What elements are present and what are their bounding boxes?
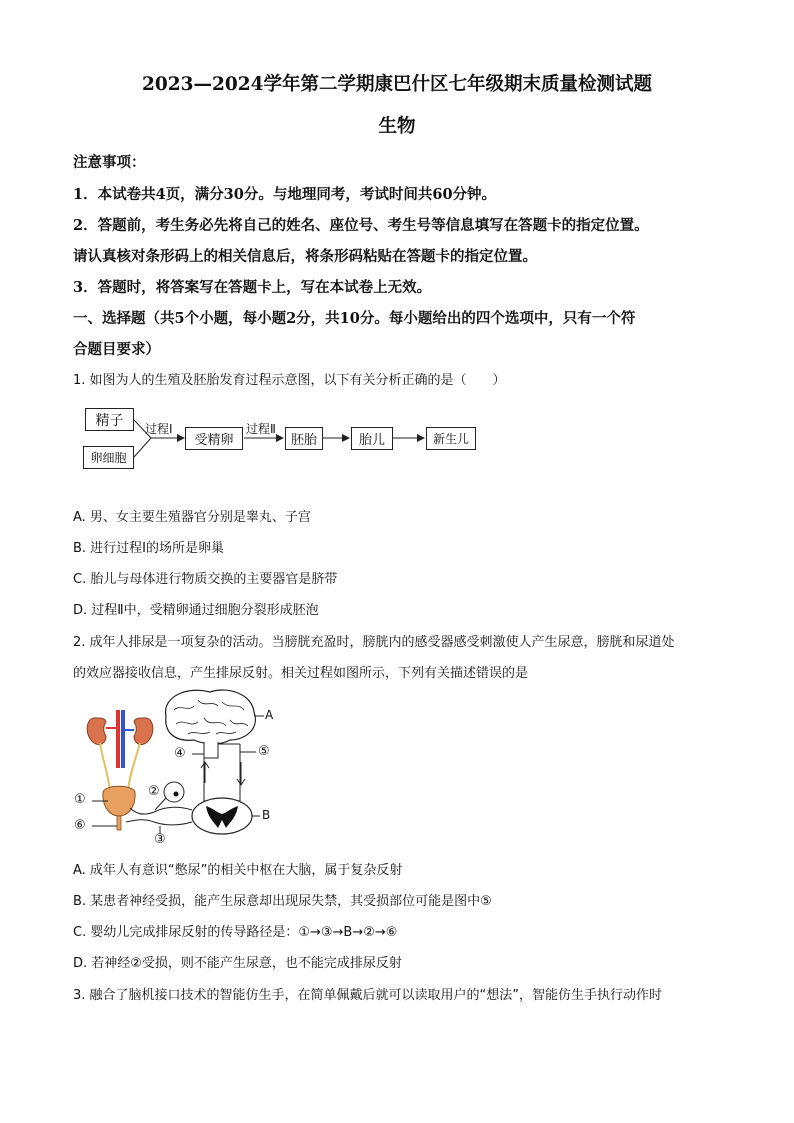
subject-title: 生物 <box>378 116 416 137</box>
question-3-stem: 3. 融合了脑机接口技术的智能仿生手，在简单佩戴后就可以读取用户的“想法”，智能仿生手执行动作时 <box>73 988 663 1003</box>
sensory-nerve <box>130 807 192 814</box>
brain-icon <box>166 690 256 744</box>
ganglion-loop <box>164 782 184 802</box>
sperm-box: 精子 <box>85 408 134 431</box>
page-title: 2023—2024学年第二学期康巴什区七年级期末质量检测试题 <box>142 74 652 95</box>
q2-option-a: A. 成年人有意识“憋尿”的相关中枢在大脑，属于复杂反射 <box>73 863 403 878</box>
question-2-stem-cont: 的效应器接收信息，产生排尿反射。相关过程如图所示，下列有关描述错误的是 <box>73 666 529 681</box>
label-B: B <box>262 808 271 822</box>
label-3: ③ <box>154 832 166 847</box>
question-1-stem: 1. 如图为人的生殖及胚胎发育过程示意图，以下有关分析正确的是（ ） <box>73 373 506 388</box>
label-2: ② <box>148 784 160 799</box>
notice-item: 请认真核对条形码上的相关信息后，将条形码粘贴在答题卡的指定位置。 <box>73 248 537 265</box>
q1-option-b: B. 进行过程Ⅰ的场所是卵巢 <box>73 541 225 556</box>
join-line-egg <box>134 438 151 457</box>
right-ureter <box>128 743 140 790</box>
urination-reflex-diagram <box>70 688 290 848</box>
zygote-box: 受精卵 <box>185 427 243 450</box>
left-kidney-icon <box>87 718 106 745</box>
notice-item: 2．答题前，考生务必先将自己的姓名、座位号、考生号等信息填写在答题卡的指定位置。 <box>73 217 649 234</box>
newborn-box: 新生儿 <box>426 427 476 450</box>
notice-heading: 注意事项： <box>73 154 146 171</box>
q1-option-d: D. 过程Ⅱ中，受精卵通过细胞分裂形成胚泡 <box>73 603 319 618</box>
process1-label: 过程Ⅰ <box>145 422 173 436</box>
embryo-box: 胚胎 <box>285 427 323 450</box>
label-5: ⑤ <box>258 744 270 759</box>
section-heading: 一、选择题（共5个小题，每小题2分，共10分。每小题给出的四个选项中，只有一个符 <box>73 310 636 327</box>
fetus-box: 胎儿 <box>351 427 393 450</box>
label-1: ① <box>74 792 86 807</box>
urethra <box>117 816 121 830</box>
vein-icon <box>121 710 125 768</box>
motor-nerve <box>126 820 192 825</box>
process2-label: 过程Ⅱ <box>246 422 276 436</box>
artery-icon <box>116 710 120 768</box>
notice-item: 3．答题时，将答案写在答题卡上，写在本试卷上无效。 <box>73 279 432 296</box>
question-2-stem: 2. 成年人排尿是一项复杂的活动。当膀胱充盈时，膀胱内的感受器感受刺激使人产生尿意，膀胱和尿道处 <box>73 635 675 650</box>
label-A: A <box>265 708 274 722</box>
egg-box: 卵细胞 <box>83 446 134 469</box>
q2-option-c: C. 婴幼儿完成排尿反射的传导路径是：①→③→B→②→⑥ <box>73 925 398 940</box>
left-ureter <box>100 743 110 790</box>
section-heading-cont: 合题目要求） <box>73 341 160 358</box>
q1-option-a: A. 男、女主要生殖器官分别是睾丸、子宫 <box>73 510 311 525</box>
label-4: ④ <box>174 746 186 761</box>
urination-reflex-drawing <box>70 688 290 848</box>
right-kidney-icon <box>134 718 153 745</box>
q2-option-b: B. 某患者神经受损，能产生尿意却出现尿失禁，其受损部位可能是图中⑤ <box>73 894 492 909</box>
q1-option-c: C. 胎儿与母体进行物质交换的主要器官是脐带 <box>73 572 338 587</box>
notice-item: 1．本试卷共4页，满分30分。与地理同考，考试时间共60分钟。 <box>73 186 497 203</box>
q2-option-d: D. 若神经②受损，则不能产生尿意，也不能完成排尿反射 <box>73 956 402 971</box>
label-6: ⑥ <box>74 818 86 833</box>
